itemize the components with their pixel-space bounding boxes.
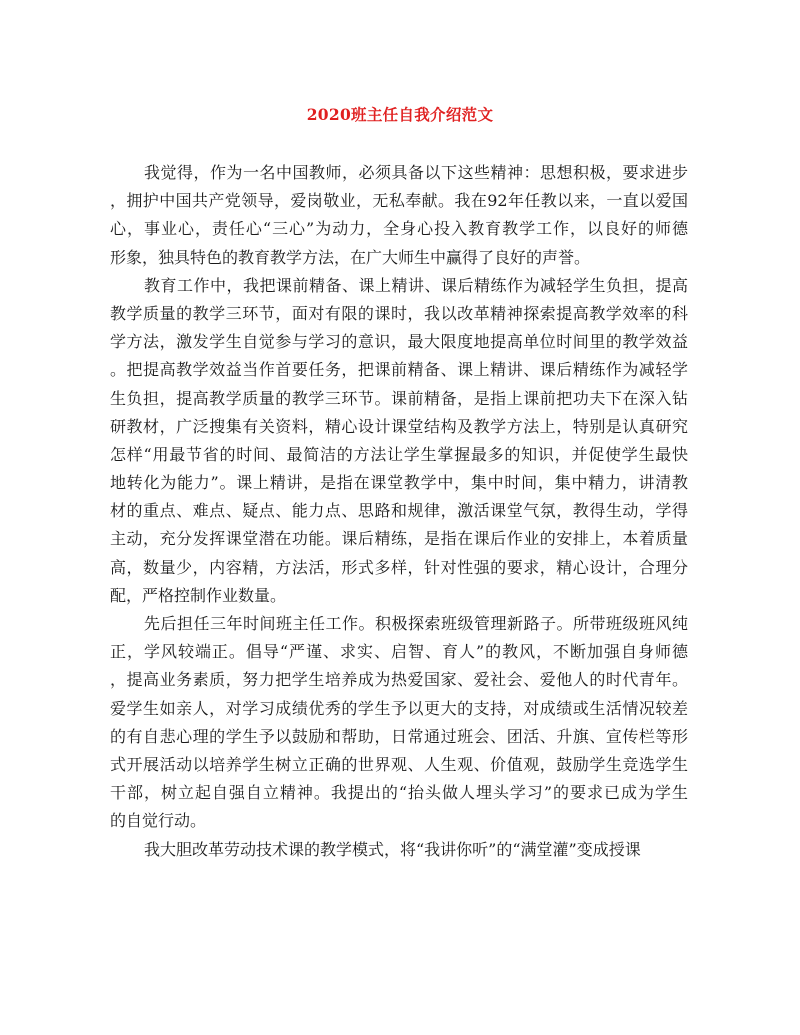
paragraph-line: 地转化为能力”。课上精讲，是指在课堂教学中，集中时间，集中精力，讲清教 [110, 473, 688, 493]
paragraph-line: 我大胆改革劳动技术课的教学模式，将“我讲你听”的“满堂灌”变成授课 [144, 839, 641, 859]
paragraph-line: 先后担任三年时间班主任工作。积极探索班级管理新路子。所带班级班风纯 [144, 614, 688, 633]
paragraph-line: ，提高业务素质，努力把学生培养成为热爱国家、爱社会、爱他人的时代青年。 [110, 670, 688, 690]
paragraph-line: 学方法，激发学生自觉参与学习的意识，最大限度地提高单位时间里的教学效益 [110, 332, 688, 352]
paragraph-line: 配，严格控制作业数量。 [110, 585, 287, 605]
paragraph-line: 爱学生如亲人，对学习成绩优秀的学生予以更大的支持，对成绩或生活情况较差 [110, 698, 688, 718]
paragraph-line: 高，数量少，内容精，方法活，形式多样，针对性强的要求，精心设计，合理分 [110, 557, 688, 577]
paragraph-line: 教学质量的教学三环节，面对有限的课时，我以改革精神探索提高教学效率的科 [110, 303, 688, 323]
paragraph-line: 研教材，广泛搜集有关资料，精心设计课堂结构及教学方法上，特别是认真研究 [110, 416, 688, 436]
document-body [110, 159, 688, 864]
paragraph-line: 怎样“用最节省的时间、最简洁的方法让学生掌握最多的知识，并促使学生最快 [110, 444, 688, 464]
paragraph [110, 610, 688, 836]
paragraph-line: 的自觉行动。 [110, 811, 207, 831]
paragraph-line: 教育工作中，我把课前精备、课上精讲、课后精练作为减轻学生负担，提高 [144, 275, 688, 295]
paragraph-line: 主动，充分发挥课堂潜在功能。课后精练，是指在课后作业的安排上，本着质量 [110, 529, 688, 549]
paragraph-line: 干部，树立起自强自立精神。我提出的“抬头做人埋头学习”的要求已成为学生 [110, 783, 688, 803]
document-title: 2020班主任自我介绍范文 [306, 105, 494, 124]
paragraph [110, 272, 688, 610]
paragraph-line: 的有自悲心理的学生予以鼓励和帮助，日常通过班会、团活、升旗、宣传栏等形 [110, 726, 688, 746]
paragraph-line: 正，学风较端正。倡导“严谨、求实、启智、育人”的教风，不断加强自身师德 [110, 642, 688, 662]
paragraph-line: 材的重点、难点、疑点、能力点、思路和规律，激活课堂气氛，教得生动，学得 [110, 501, 688, 521]
paragraph [110, 836, 688, 864]
paragraph-line: 心，事业心，责任心“三心”为动力，全身心投入教育教学工作，以良好的师德 [110, 219, 688, 239]
paragraph-line: ，拥护中国共产党领导，爱岗敬业，无私奉献。我在92年任教以来，一直以爱国 [110, 191, 688, 211]
paragraph-line: 形象，独具特色的教育教学方法，在广大师生中赢得了良好的声誉。 [110, 247, 591, 267]
paragraph-line: 。把提高教学效益当作首要任务，把课前精备、课上精讲、课后精练作为减轻学 [110, 360, 688, 380]
paragraph [110, 159, 688, 272]
paragraph-line: 式开展活动以培养学生树立正确的世界观、人生观、价值观，鼓励学生竞选学生 [110, 754, 688, 774]
paragraph-line: 我觉得，作为一名中国教师，必须具备以下这些精神：思想积极，要求进步 [144, 163, 688, 182]
paragraph-line: 生负担，提高教学质量的教学三环节。课前精备，是指上课前把功夫下在深入钻 [110, 388, 688, 408]
